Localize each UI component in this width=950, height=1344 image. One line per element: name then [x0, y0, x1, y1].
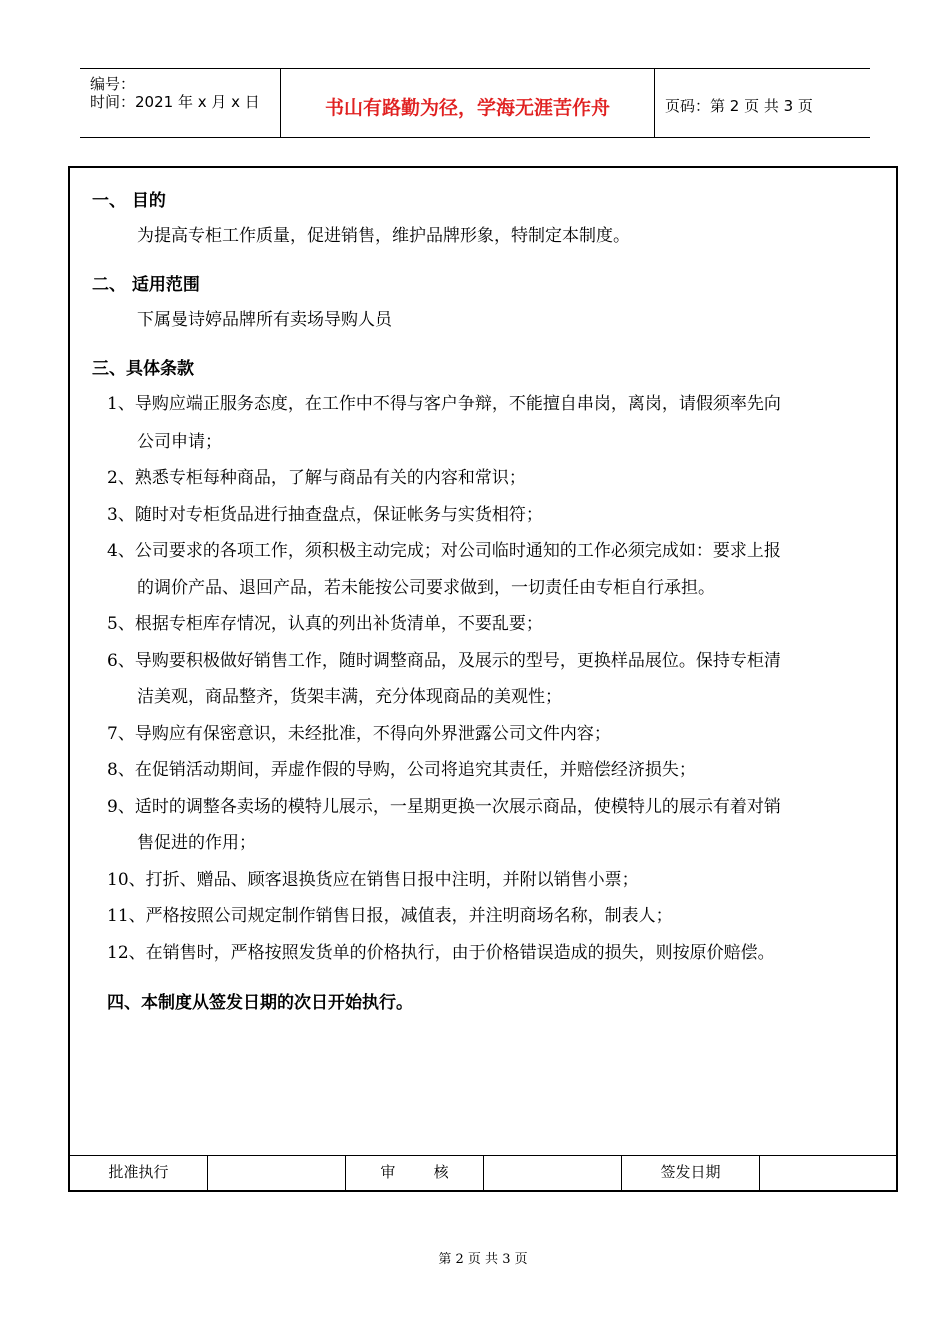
review-label: 审 核: [346, 1156, 484, 1190]
clause-line: 的调价产品、退回产品，若未能按公司要求做到，一切责任由专柜自行承担。: [137, 578, 715, 598]
clause-line: 7、导购应有保密意识，未经批准，不得向外界泄露公司文件内容；: [107, 724, 611, 744]
clause-line: 10、打折、赠品、顾客退换货应在销售日报中注明，并附以销售小票；: [107, 870, 639, 890]
document-date-label: 时间：2021 年 x 月 x 日: [90, 93, 260, 111]
section-scope-body: 下属曼诗婷品牌所有卖场导购人员: [137, 310, 392, 330]
clause-line: 12、在销售时，严格按照发货单的价格执行，由于价格错误造成的损失，则按原价赔偿。: [107, 943, 775, 963]
clause-line: 5、根据专柜库存情况，认真的列出补货清单，不要乱要；: [107, 614, 543, 634]
content-body: [70, 168, 896, 1158]
header-page-number: 页码：第 2 页 共 3 页: [665, 97, 813, 115]
approval-row: [70, 1155, 896, 1190]
header-motto: 书山有路勤为径，学海无涯苦作舟: [324, 97, 610, 119]
clause-line: 售促进的作用；: [137, 833, 256, 853]
clause-line: 公司申请；: [137, 432, 222, 452]
header-page-cell: [655, 69, 870, 137]
content-frame: [68, 166, 898, 1192]
approve-label: 批准执行: [70, 1156, 208, 1190]
issue-date-label: 签发日期: [622, 1156, 760, 1190]
section-clauses-title: 三、具体条款: [92, 359, 194, 379]
clause-line: 3、随时对专柜货品进行抽查盘点，保证帐务与实货相符；: [107, 505, 543, 525]
clause-line: 2、熟悉专柜每种商品，了解与商品有关的内容和常识；: [107, 468, 526, 488]
review-field[interactable]: [484, 1156, 622, 1190]
section-purpose-title: 一、 目的: [92, 191, 166, 211]
header-meta-cell: [80, 69, 281, 137]
page-footer-number: 第 2 页 共 3 页: [438, 1252, 528, 1267]
clause-line: 6、导购要积极做好销售工作，随时调整商品，及展示的型号，更换样品展位。保持专柜清: [107, 651, 781, 671]
document-code-label: 编号：: [90, 75, 136, 93]
issue-date-field[interactable]: [760, 1156, 896, 1190]
header-motto-cell: [281, 69, 655, 137]
approve-field[interactable]: [208, 1156, 346, 1190]
document-header: [80, 68, 870, 138]
clause-line: 4、公司要求的各项工作，须积极主动完成；对公司临时通知的工作必须完成如：要求上报: [107, 541, 781, 561]
section-purpose-body: 为提高专柜工作质量，促进销售，维护品牌形象，特制定本制度。: [137, 226, 630, 246]
clause-line: 1、导购应端正服务态度，在工作中不得与客户争辩，不能擅自串岗，离岗，请假须率先向: [107, 394, 781, 414]
section-scope-title: 二、 适用范围: [92, 275, 200, 295]
clause-line: 洁美观，商品整齐，货架丰满，充分体现商品的美观性；: [137, 687, 562, 707]
clause-line: 9、适时的调整各卖场的模特儿展示，一星期更换一次展示商品，使模特儿的展示有着对销: [107, 797, 781, 817]
clause-line: 8、在促销活动期间，弄虚作假的导购，公司将追究其责任，并赔偿经济损失；: [107, 760, 696, 780]
clause-line: 11、严格按照公司规定制作销售日报，减值表，并注明商场名称，制表人；: [107, 906, 673, 926]
section-effective-title: 四、本制度从签发日期的次日开始执行。: [107, 993, 413, 1013]
